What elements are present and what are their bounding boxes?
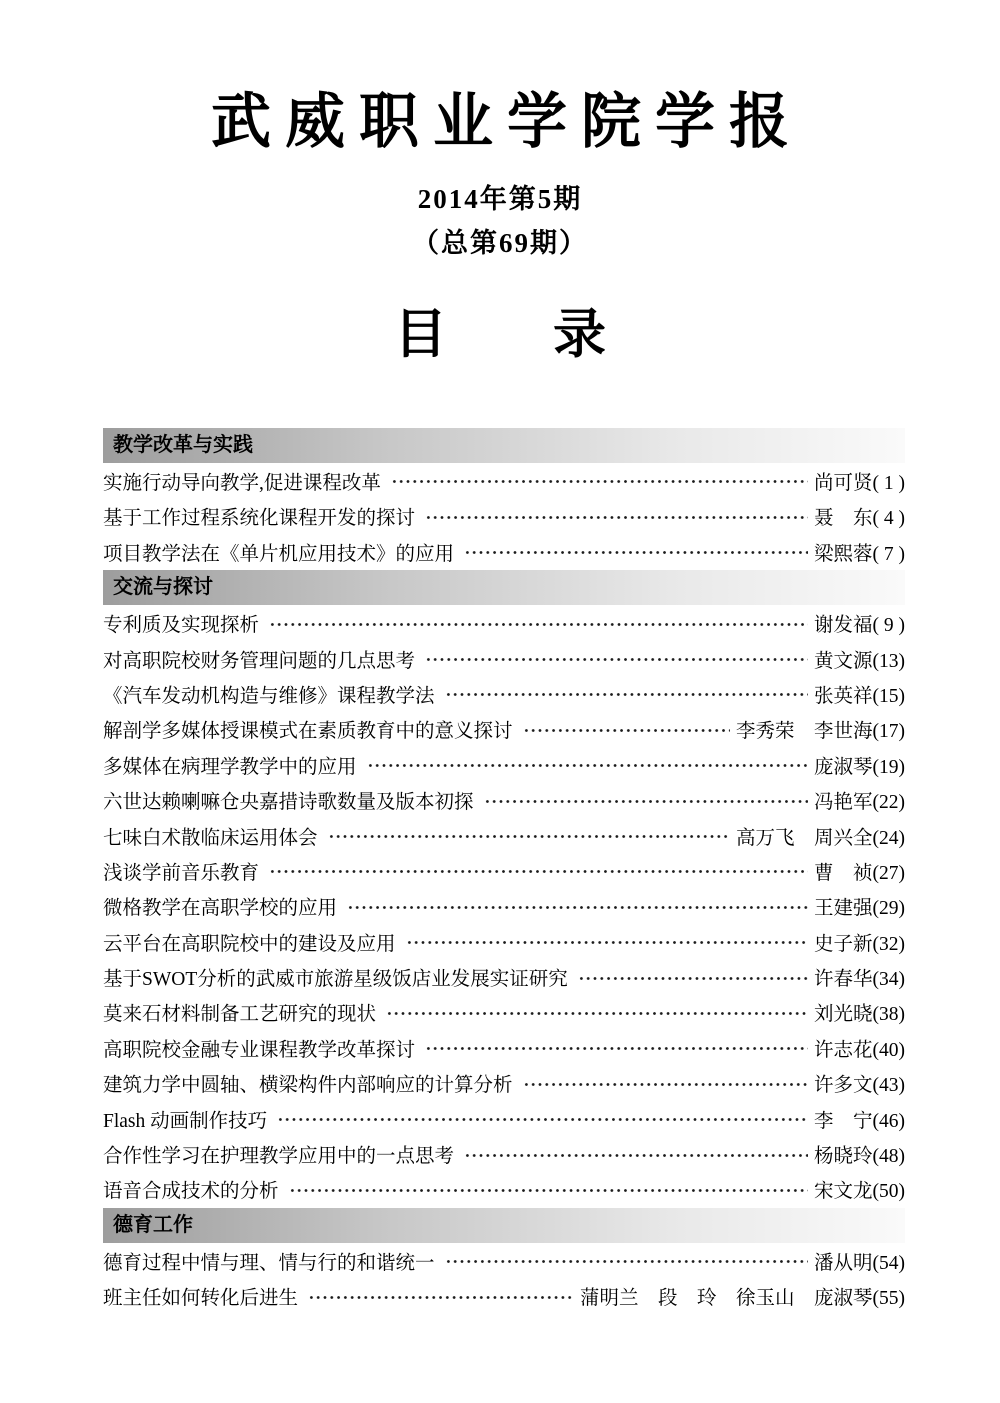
article-title: 语音合成技术的分析 — [103, 1181, 279, 1203]
article-title: 实施行动导向教学,促进课程改革 — [103, 472, 381, 494]
article-authors-page: 王建强(29) — [814, 898, 905, 920]
toc-entry — [103, 995, 905, 1030]
dot-leader — [464, 1146, 808, 1165]
dot-leader — [308, 1288, 574, 1307]
article-authors-page: 庞淑琴(19) — [814, 756, 905, 778]
dot-leader — [445, 1252, 808, 1271]
article-title: 六世达赖喇嘛仓央嘉措诗歌数量及版本初探 — [103, 792, 474, 814]
dot-leader — [578, 969, 808, 988]
toc-entry — [103, 1030, 905, 1065]
toc-entry — [103, 747, 905, 782]
dot-leader — [269, 862, 808, 881]
article-title: 微格教学在高职学校的应用 — [103, 898, 338, 920]
dot-leader — [464, 543, 808, 562]
dot-leader — [277, 1110, 808, 1129]
article-authors-page: 史子新(32) — [814, 933, 905, 955]
article-authors-page: 李 宁(46) — [814, 1110, 905, 1132]
article-title: 《汽车发动机构造与维修》课程教学法 — [103, 685, 435, 707]
article-authors-page: 许春华(34) — [814, 969, 905, 991]
masthead — [0, 0, 1000, 364]
dot-leader — [484, 792, 808, 811]
article-authors-page: 潘从明(54) — [814, 1252, 905, 1274]
dot-leader — [269, 615, 808, 634]
article-title: 解剖学多媒体授课模式在素质教育中的意义探讨 — [103, 721, 513, 743]
toc-entry — [103, 605, 905, 640]
article-authors-page: 许志花(40) — [814, 1039, 905, 1061]
article-title: 合作性学习在护理教学应用中的一点思考 — [103, 1146, 455, 1168]
toc-entry — [103, 712, 905, 747]
article-authors-page: 张英祥(15) — [814, 685, 905, 707]
article-authors-page: 梁熙蓉( 7 ) — [814, 543, 905, 565]
toc-entry — [103, 1101, 905, 1136]
toc-entry — [103, 1066, 905, 1101]
article-authors-page: 杨晓玲(48) — [814, 1146, 905, 1168]
toc-entry — [103, 499, 905, 534]
dot-leader — [425, 508, 808, 527]
dot-leader — [425, 1039, 808, 1058]
toc-entry — [103, 1243, 905, 1278]
article-title: 莫来石材料制备工艺研究的现状 — [103, 1004, 377, 1026]
toc-entry — [103, 1136, 905, 1171]
article-title: 多媒体在病理学教学中的应用 — [103, 756, 357, 778]
article-authors-page: 宋文龙(50) — [814, 1181, 905, 1203]
dot-leader — [386, 1004, 808, 1023]
dot-leader — [367, 756, 808, 775]
article-title: 高职院校金融专业课程教学改革探讨 — [103, 1039, 416, 1061]
article-title: 德育过程中情与理、情与行的和谐统一 — [103, 1252, 435, 1274]
toc-entry — [103, 1279, 905, 1314]
section-header: 交流与探讨 — [103, 570, 905, 605]
article-title: 云平台在高职院校中的建设及应用 — [103, 933, 396, 955]
issue-number: 2014年第5期 — [417, 184, 583, 214]
section-header: 教学改革与实践 — [103, 428, 905, 463]
toc-entry — [103, 1172, 905, 1207]
article-authors-page: 李秀荣 李世海(17) — [736, 721, 905, 743]
article-title: 对高职院校财务管理问题的几点思考 — [103, 650, 416, 672]
article-authors-page: 高万飞 周兴全(24) — [736, 827, 905, 849]
toc-entry — [103, 959, 905, 994]
toc-entry — [103, 676, 905, 711]
dot-leader — [406, 933, 808, 952]
toc-entry — [103, 889, 905, 924]
dot-leader — [289, 1181, 808, 1200]
section-header: 德育工作 — [103, 1208, 905, 1243]
article-authors-page: 曹 祯(27) — [814, 862, 905, 884]
article-title: 七味白术散临床运用体会 — [103, 827, 318, 849]
toc-entry — [103, 782, 905, 817]
article-authors-page: 尚可贤( 1 ) — [814, 472, 905, 494]
toc-entry — [103, 924, 905, 959]
total-issue-number: （总第69期） — [412, 228, 588, 258]
toc-entry — [103, 463, 905, 498]
article-title: 浅谈学前音乐教育 — [103, 862, 260, 884]
article-title: 基于SWOT分析的武威市旅游星级饭店业发展实证研究 — [103, 969, 568, 991]
article-authors-page: 蒲明兰 段 玲 徐玉山 庞淑琴(55) — [580, 1288, 905, 1310]
journal-title: 武威职业学院学报 — [211, 89, 803, 155]
dot-leader — [425, 650, 808, 669]
dot-leader — [391, 472, 808, 491]
article-authors-page: 聂 东( 4 ) — [814, 508, 905, 530]
article-authors-page: 许多文(43) — [814, 1075, 905, 1097]
dot-leader — [445, 685, 808, 704]
article-authors-page: 黄文源(13) — [814, 650, 905, 672]
article-title: 专利质及实现探析 — [103, 615, 260, 637]
article-title: 项目教学法在《单片机应用技术》的应用 — [103, 543, 455, 565]
dot-leader — [523, 721, 730, 740]
dot-leader — [347, 898, 808, 917]
toc-entry — [103, 641, 905, 676]
article-title: 班主任如何转化后进生 — [103, 1288, 299, 1310]
article-title: Flash 动画制作技巧 — [103, 1110, 268, 1132]
dot-leader — [328, 827, 730, 846]
article-authors-page: 谢发福( 9 ) — [814, 615, 905, 637]
article-title: 基于工作过程系统化课程开发的探讨 — [103, 508, 416, 530]
article-authors-page: 冯艳军(22) — [814, 792, 905, 814]
toc-entry — [103, 818, 905, 853]
toc-title: 目 录 — [394, 306, 606, 364]
dot-leader — [523, 1075, 808, 1094]
toc-entry — [103, 534, 905, 569]
article-authors-page: 刘光晓(38) — [814, 1004, 905, 1026]
article-title: 建筑力学中圆轴、横梁构件内部响应的计算分析 — [103, 1075, 513, 1097]
table-of-contents — [103, 428, 905, 1314]
toc-entry — [103, 853, 905, 888]
